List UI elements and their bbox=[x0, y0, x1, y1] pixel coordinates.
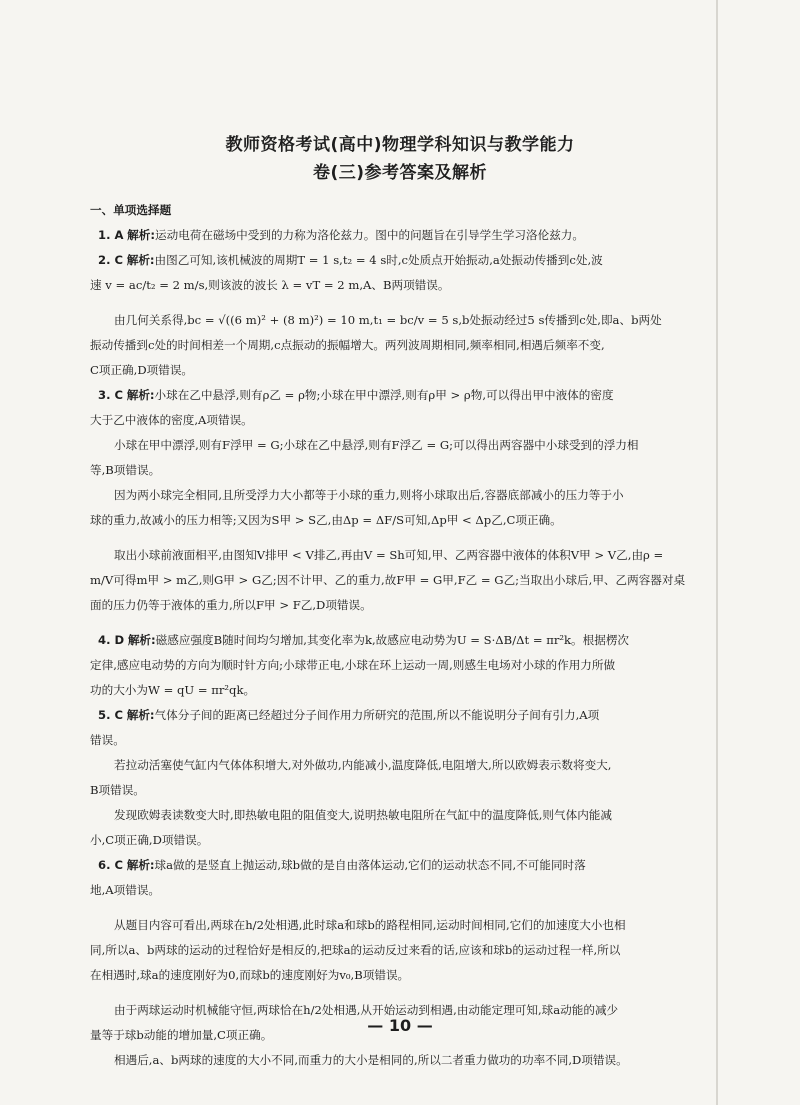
answer-5-line: B项错误。 bbox=[90, 783, 145, 797]
answer-5-label: 解析: bbox=[126, 708, 155, 722]
answer-3 bbox=[90, 383, 690, 408]
answer-6 bbox=[90, 853, 690, 878]
answer-3-label: 解析: bbox=[126, 388, 155, 402]
answer-1-number: 1. A bbox=[98, 228, 124, 242]
answer-4-line: 功的大小为W = qU = πr²qk。 bbox=[90, 683, 256, 697]
answer-4-line: 磁感应强度B随时间均匀增加,其变化率为k,故感应电动势为U = S·ΔB/Δt = πr²k。根据楞次 bbox=[155, 633, 630, 647]
page-title-line2: 卷(三)参考答案及解析 bbox=[312, 163, 488, 183]
answer-2-line: 振动传播到c处的时间相差一个周期,c点振动的振幅增大。两列波周期相同,频率相同,相遇后频率不变, bbox=[90, 338, 605, 352]
page-number: — 10 — bbox=[367, 1016, 433, 1035]
answer-5-line: 发现欧姆表读数变大时,即热敏电阻的阻值变大,说明热敏电阻所在气缸中的温度降低,则气体内能减 bbox=[114, 808, 612, 822]
answer-3-line: 球的重力,故减小的压力相等;又因为S甲 > S乙,由Δp = ΔF/S可知,Δp甲 < Δp乙,C项正确。 bbox=[90, 513, 562, 527]
answer-2-line: 由几何关系得,bc = √((6 m)² + (8 m)²) = 10 m,t₁ = bc/v = 5 s,b处振动经过5 s传播到c处,即a、b两处 bbox=[114, 313, 662, 327]
answer-6-label: 解析: bbox=[126, 858, 155, 872]
answer-6-line: 地,A项错误。 bbox=[90, 883, 161, 897]
answer-5-line: 若拉动活塞使气缸内气体体积增大,对外做功,内能减小,温度降低,电阻增大,所以欧姆表示数将变大, bbox=[114, 758, 612, 772]
answer-3-line: 面的压力仍等于液体的重力,所以F甲 > F乙,D项错误。 bbox=[90, 598, 372, 612]
section-heading: 一、单项选择题 bbox=[90, 203, 172, 217]
answer-2-line: 速 v = ac/t₂ = 2 m/s,则该波的波长 λ = vT = 2 m,A、B两项错误。 bbox=[90, 278, 450, 292]
answer-5-line: 小,C项正确,D项错误。 bbox=[90, 833, 209, 847]
answer-6-line: 从题目内容可看出,两球在h/2处相遇,此时球a和球b的路程相同,运动时间相同,它们的加速度大小也相 bbox=[114, 918, 626, 932]
answer-4-label: 解析: bbox=[127, 633, 156, 647]
answer-3-line: 小球在甲中漂浮,则有F浮甲 = G;小球在乙中悬浮,则有F浮乙 = G;可以得出两容器中小球受到的浮力相 bbox=[114, 438, 639, 452]
answer-3-line: 取出小球前液面相平,由图知V排甲 < V排乙,再由V = Sh可知,甲、乙两容器中液体的体积V甲 > V乙,由ρ = bbox=[114, 548, 664, 562]
answer-3-line: 等,B项错误。 bbox=[90, 463, 161, 477]
answer-content bbox=[90, 198, 690, 1073]
answer-4-number: 4. D bbox=[98, 633, 125, 647]
answer-3-line: 小球在乙中悬浮,则有ρ乙 = ρ物;小球在甲中漂浮,则有ρ甲 > ρ物,可以得出甲中液体的密度 bbox=[154, 388, 614, 402]
answer-3-number: 3. C bbox=[98, 388, 124, 402]
answer-1-label: 解析: bbox=[127, 228, 155, 242]
answer-1 bbox=[90, 223, 690, 248]
answer-6-line: 相遇后,a、b两球的速度的大小不同,而重力的大小是相同的,所以二者重力做功的功率不同,D项错误。 bbox=[114, 1053, 628, 1067]
answer-2-number: 2. C bbox=[98, 253, 124, 267]
answer-6-line: 在相遇时,球a的速度刚好为0,而球b的速度刚好为v₀,B项错误。 bbox=[90, 968, 410, 982]
answer-1-text: 运动电荷在磁场中受到的力称为洛伦兹力。图中的问题旨在引导学生学习洛伦兹力。 bbox=[155, 228, 584, 242]
answer-5-line: 错误。 bbox=[90, 733, 125, 747]
answer-2 bbox=[90, 248, 690, 273]
answer-6-line: 量等于球b动能的增加量,C项正确。 bbox=[90, 1028, 273, 1042]
answer-3-line: m/V可得m甲 > m乙,则G甲 > G乙;因不计甲、乙的重力,故F甲 = G甲,F乙 = G乙;当取出小球后,甲、乙两容器对桌 bbox=[90, 573, 686, 587]
answer-5-number: 5. C bbox=[98, 708, 124, 722]
answer-3-line: 因为两小球完全相同,且所受浮力大小都等于小球的重力,则将小球取出后,容器底部减小的压力等于小 bbox=[114, 488, 624, 502]
answer-2-label: 解析: bbox=[126, 253, 155, 267]
answer-2-line: C项正确,D项错误。 bbox=[90, 363, 194, 377]
answer-3-line: 大于乙中液体的密度,A项错误。 bbox=[90, 413, 253, 427]
answer-6-line: 由于两球运动时机械能守恒,两球恰在h/2处相遇,从开始运动到相遇,由动能定理可知,球a动能的减少 bbox=[114, 1003, 619, 1017]
page-title-line1: 教师资格考试(高中)物理学科知识与教学能力 bbox=[225, 135, 575, 155]
answer-4-line: 定律,感应电动势的方向为顺时针方向;小球带正电,小球在环上运动一周,则感生电场对小球的作用力所做 bbox=[90, 658, 616, 672]
answer-5 bbox=[90, 703, 690, 728]
answer-6-line: 同,所以a、b两球的运动的过程恰好是相反的,把球a的运动反过来看的话,应该和球b的运动过程一样,所以 bbox=[90, 943, 621, 957]
answer-6-number: 6. C bbox=[98, 858, 124, 872]
answer-4 bbox=[90, 628, 690, 653]
answer-2-line: 由图乙可知,该机械波的周期T = 1 s,t₂ = 4 s时,c处质点开始振动,a处振动传播到c处,波 bbox=[154, 253, 603, 267]
answer-5-line: 气体分子间的距离已经超过分子间作用力所研究的范围,所以不能说明分子间有引力,A项 bbox=[154, 708, 600, 722]
answer-6-line: 球a做的是竖直上抛运动,球b做的是自由落体运动,它们的运动状态不同,不可能同时落 bbox=[154, 858, 586, 872]
